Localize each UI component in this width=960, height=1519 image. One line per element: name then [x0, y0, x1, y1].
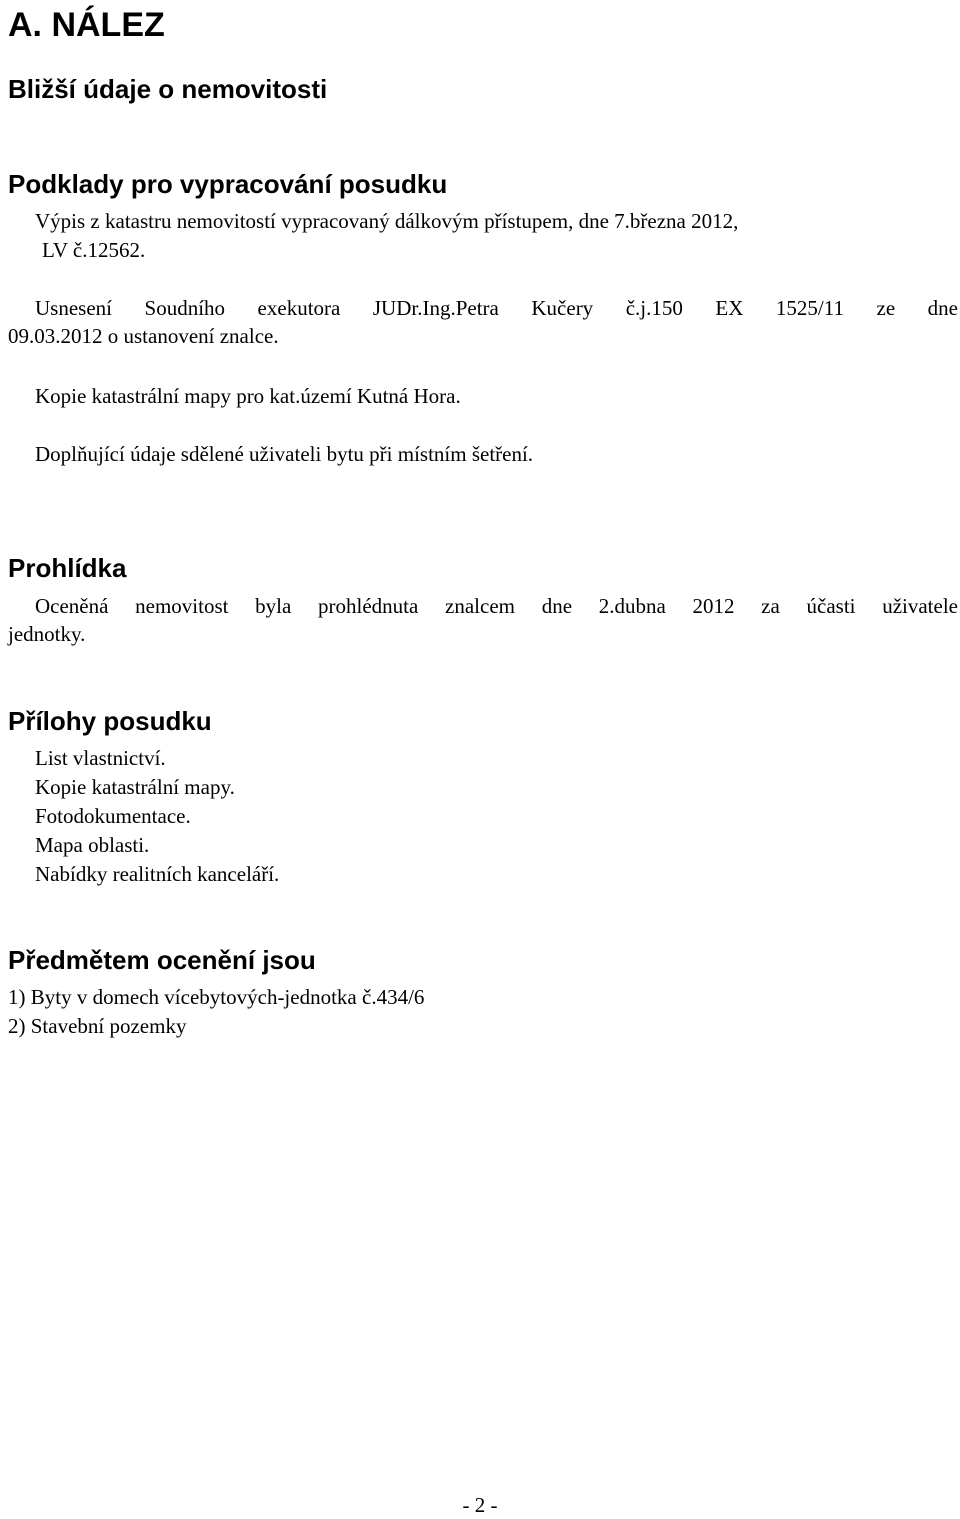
source-item-2-line-1: Usnesení Soudního exekutora JUDr.Ing.Petra Kučery č.j.150 EX 1525/11 ze dne: [35, 296, 958, 320]
sources-title: Podklady pro vypracování posudku: [8, 169, 448, 199]
inspection-title: Prohlídka: [8, 553, 127, 583]
source-item-1-line-1: Výpis z katastru nemovitostí vypracovaný dálkovým přístupem, dne 7.března 2012,: [35, 209, 739, 233]
subject-title: Předmětem ocenění jsou: [8, 945, 316, 975]
property-details-title: Bližší údaje o nemovitosti: [8, 74, 328, 104]
attachments-title: Přílohy posudku: [8, 706, 212, 736]
attachment-item: List vlastnictví.: [35, 746, 166, 770]
attachment-item: Kopie katastrální mapy.: [35, 775, 235, 799]
section-heading: A. NÁLEZ: [8, 6, 165, 44]
inspection-text: [8, 592, 958, 648]
source-item-2: [8, 294, 958, 350]
attachment-item: Fotodokumentace.: [35, 804, 191, 828]
source-item-3: Kopie katastrální mapy pro kat.území Kutná Hora.: [35, 384, 461, 408]
source-item-1-line-2: LV č.12562.: [42, 238, 146, 262]
source-item-2-line-2: 09.03.2012 o ustanovení znalce.: [8, 324, 279, 348]
subject-item: 1) Byty v domech vícebytových-jednotka č.434/6: [8, 985, 425, 1009]
subject-item: 2) Stavební pozemky: [8, 1014, 187, 1038]
inspection-line-1: Oceněná nemovitost byla prohlédnuta znalcem dne 2.dubna 2012 za účasti uživatele: [35, 594, 958, 618]
source-item-4: Doplňující údaje sdělené uživateli bytu při místním šetření.: [35, 442, 534, 466]
attachment-item: Mapa oblasti.: [35, 833, 150, 857]
page-number: - 2 -: [462, 1493, 498, 1517]
inspection-line-2: jednotky.: [8, 622, 86, 646]
attachment-item: Nabídky realitních kanceláří.: [35, 862, 280, 886]
